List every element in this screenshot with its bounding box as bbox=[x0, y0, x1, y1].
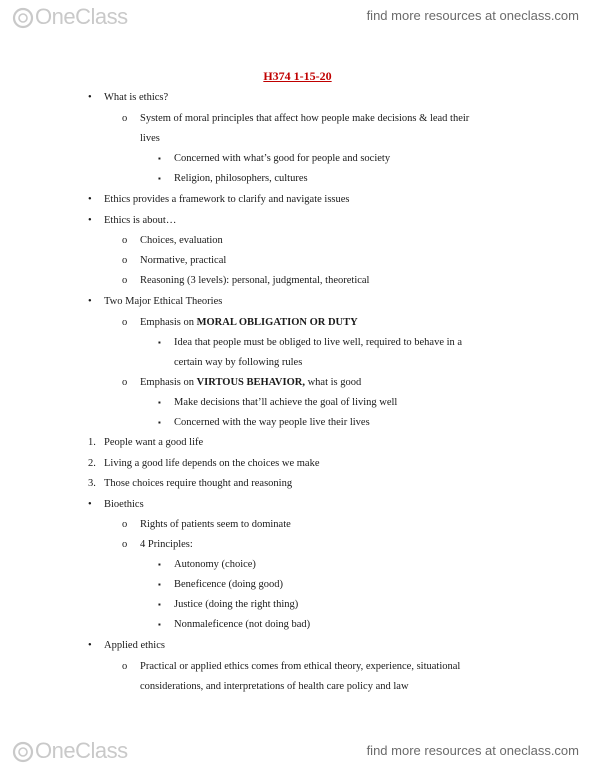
list-item: What is ethics? bbox=[104, 92, 169, 103]
list-item: considerations, and interpretations of health care policy and law bbox=[140, 681, 409, 692]
list-item: Idea that people must be obliged to live well, required to behave in a bbox=[174, 337, 463, 348]
circle-marker: o bbox=[122, 275, 128, 286]
logo-text: OneClass bbox=[35, 4, 128, 29]
oneclass-logo-icon bbox=[12, 7, 34, 29]
list-item: Normative, practical bbox=[140, 255, 227, 266]
list-item: Nonmaleficence (not doing bad) bbox=[174, 619, 311, 630]
bold-text-run: VIRTOUS BEHAVIOR, bbox=[196, 377, 305, 388]
list-item: Beneficence (doing good) bbox=[174, 579, 284, 590]
list-item: Practical or applied ethics comes from ethical theory, experience, situational bbox=[140, 661, 461, 672]
list-item: Rights of patients seem to dominate bbox=[140, 519, 291, 530]
list-item: Concerned with what’s good for people and society bbox=[174, 153, 391, 164]
bullet-marker: • bbox=[88, 194, 92, 205]
list-item: Living a good life depends on the choices we make bbox=[104, 458, 320, 469]
circle-marker: o bbox=[122, 255, 128, 266]
list-item: certain way by following rules bbox=[174, 357, 303, 368]
number-marker: 3. bbox=[88, 478, 96, 489]
square-marker: ▪ bbox=[158, 338, 161, 347]
logo-text: OneClass bbox=[35, 738, 128, 763]
square-marker: ▪ bbox=[158, 154, 161, 163]
square-marker: ▪ bbox=[158, 620, 161, 629]
list-item: Bioethics bbox=[104, 499, 144, 510]
bullet-marker: • bbox=[88, 296, 92, 307]
number-marker: 2. bbox=[88, 458, 96, 469]
list-item: People want a good life bbox=[104, 437, 204, 448]
list-item: Autonomy (choice) bbox=[174, 559, 256, 570]
text-run: Emphasis on bbox=[140, 317, 197, 328]
list-item: Ethics is about… bbox=[104, 215, 177, 226]
bullet-marker: • bbox=[88, 92, 92, 103]
page-title: H374 1-15-20 bbox=[263, 69, 332, 83]
square-marker: ▪ bbox=[158, 398, 161, 407]
footer-resources-link[interactable]: find more resources at oneclass.com bbox=[366, 743, 579, 758]
square-marker: ▪ bbox=[158, 174, 161, 183]
list-item: Reasoning (3 levels): personal, judgmental, theoretical bbox=[140, 275, 370, 286]
square-marker: ▪ bbox=[158, 418, 161, 427]
list-item: Concerned with the way people live their lives bbox=[174, 417, 370, 428]
circle-marker: o bbox=[122, 235, 128, 246]
list-item: Religion, philosophers, cultures bbox=[174, 173, 308, 184]
bold-text-run: MORAL OBLIGATION OR DUTY bbox=[196, 317, 358, 328]
text-run: what is good bbox=[304, 377, 362, 388]
list-item: Two Major Ethical Theories bbox=[104, 296, 223, 307]
circle-marker: o bbox=[122, 377, 128, 388]
list-item bbox=[140, 376, 361, 389]
list-item: Those choices require thought and reasoning bbox=[104, 478, 293, 489]
circle-marker: o bbox=[122, 519, 128, 530]
bullet-marker: • bbox=[88, 215, 92, 226]
list-item bbox=[140, 316, 358, 329]
oneclass-logo[interactable] bbox=[12, 4, 128, 30]
bullet-marker: • bbox=[88, 499, 92, 510]
header-resources-link[interactable]: find more resources at oneclass.com bbox=[366, 8, 579, 23]
list-item: lives bbox=[140, 133, 160, 144]
oneclass-logo-footer[interactable] bbox=[12, 738, 128, 764]
circle-marker: o bbox=[122, 539, 128, 550]
list-item: Justice (doing the right thing) bbox=[174, 599, 299, 610]
list-item: 4 Principles: bbox=[140, 539, 193, 550]
text-run: Emphasis on bbox=[140, 377, 197, 388]
square-marker: ▪ bbox=[158, 600, 161, 609]
oneclass-logo-icon bbox=[12, 741, 34, 763]
circle-marker: o bbox=[122, 317, 128, 328]
bullet-marker: • bbox=[88, 640, 92, 651]
square-marker: ▪ bbox=[158, 580, 161, 589]
circle-marker: o bbox=[122, 113, 128, 124]
number-marker: 1. bbox=[88, 437, 96, 448]
list-item: System of moral principles that affect how people make decisions & lead their bbox=[140, 113, 470, 124]
list-item: Make decisions that’ll achieve the goal of living well bbox=[174, 397, 398, 408]
list-item: Choices, evaluation bbox=[140, 235, 223, 246]
list-item: Applied ethics bbox=[104, 640, 165, 651]
circle-marker: o bbox=[122, 661, 128, 672]
square-marker: ▪ bbox=[158, 560, 161, 569]
list-item: Ethics provides a framework to clarify and navigate issues bbox=[104, 194, 350, 205]
